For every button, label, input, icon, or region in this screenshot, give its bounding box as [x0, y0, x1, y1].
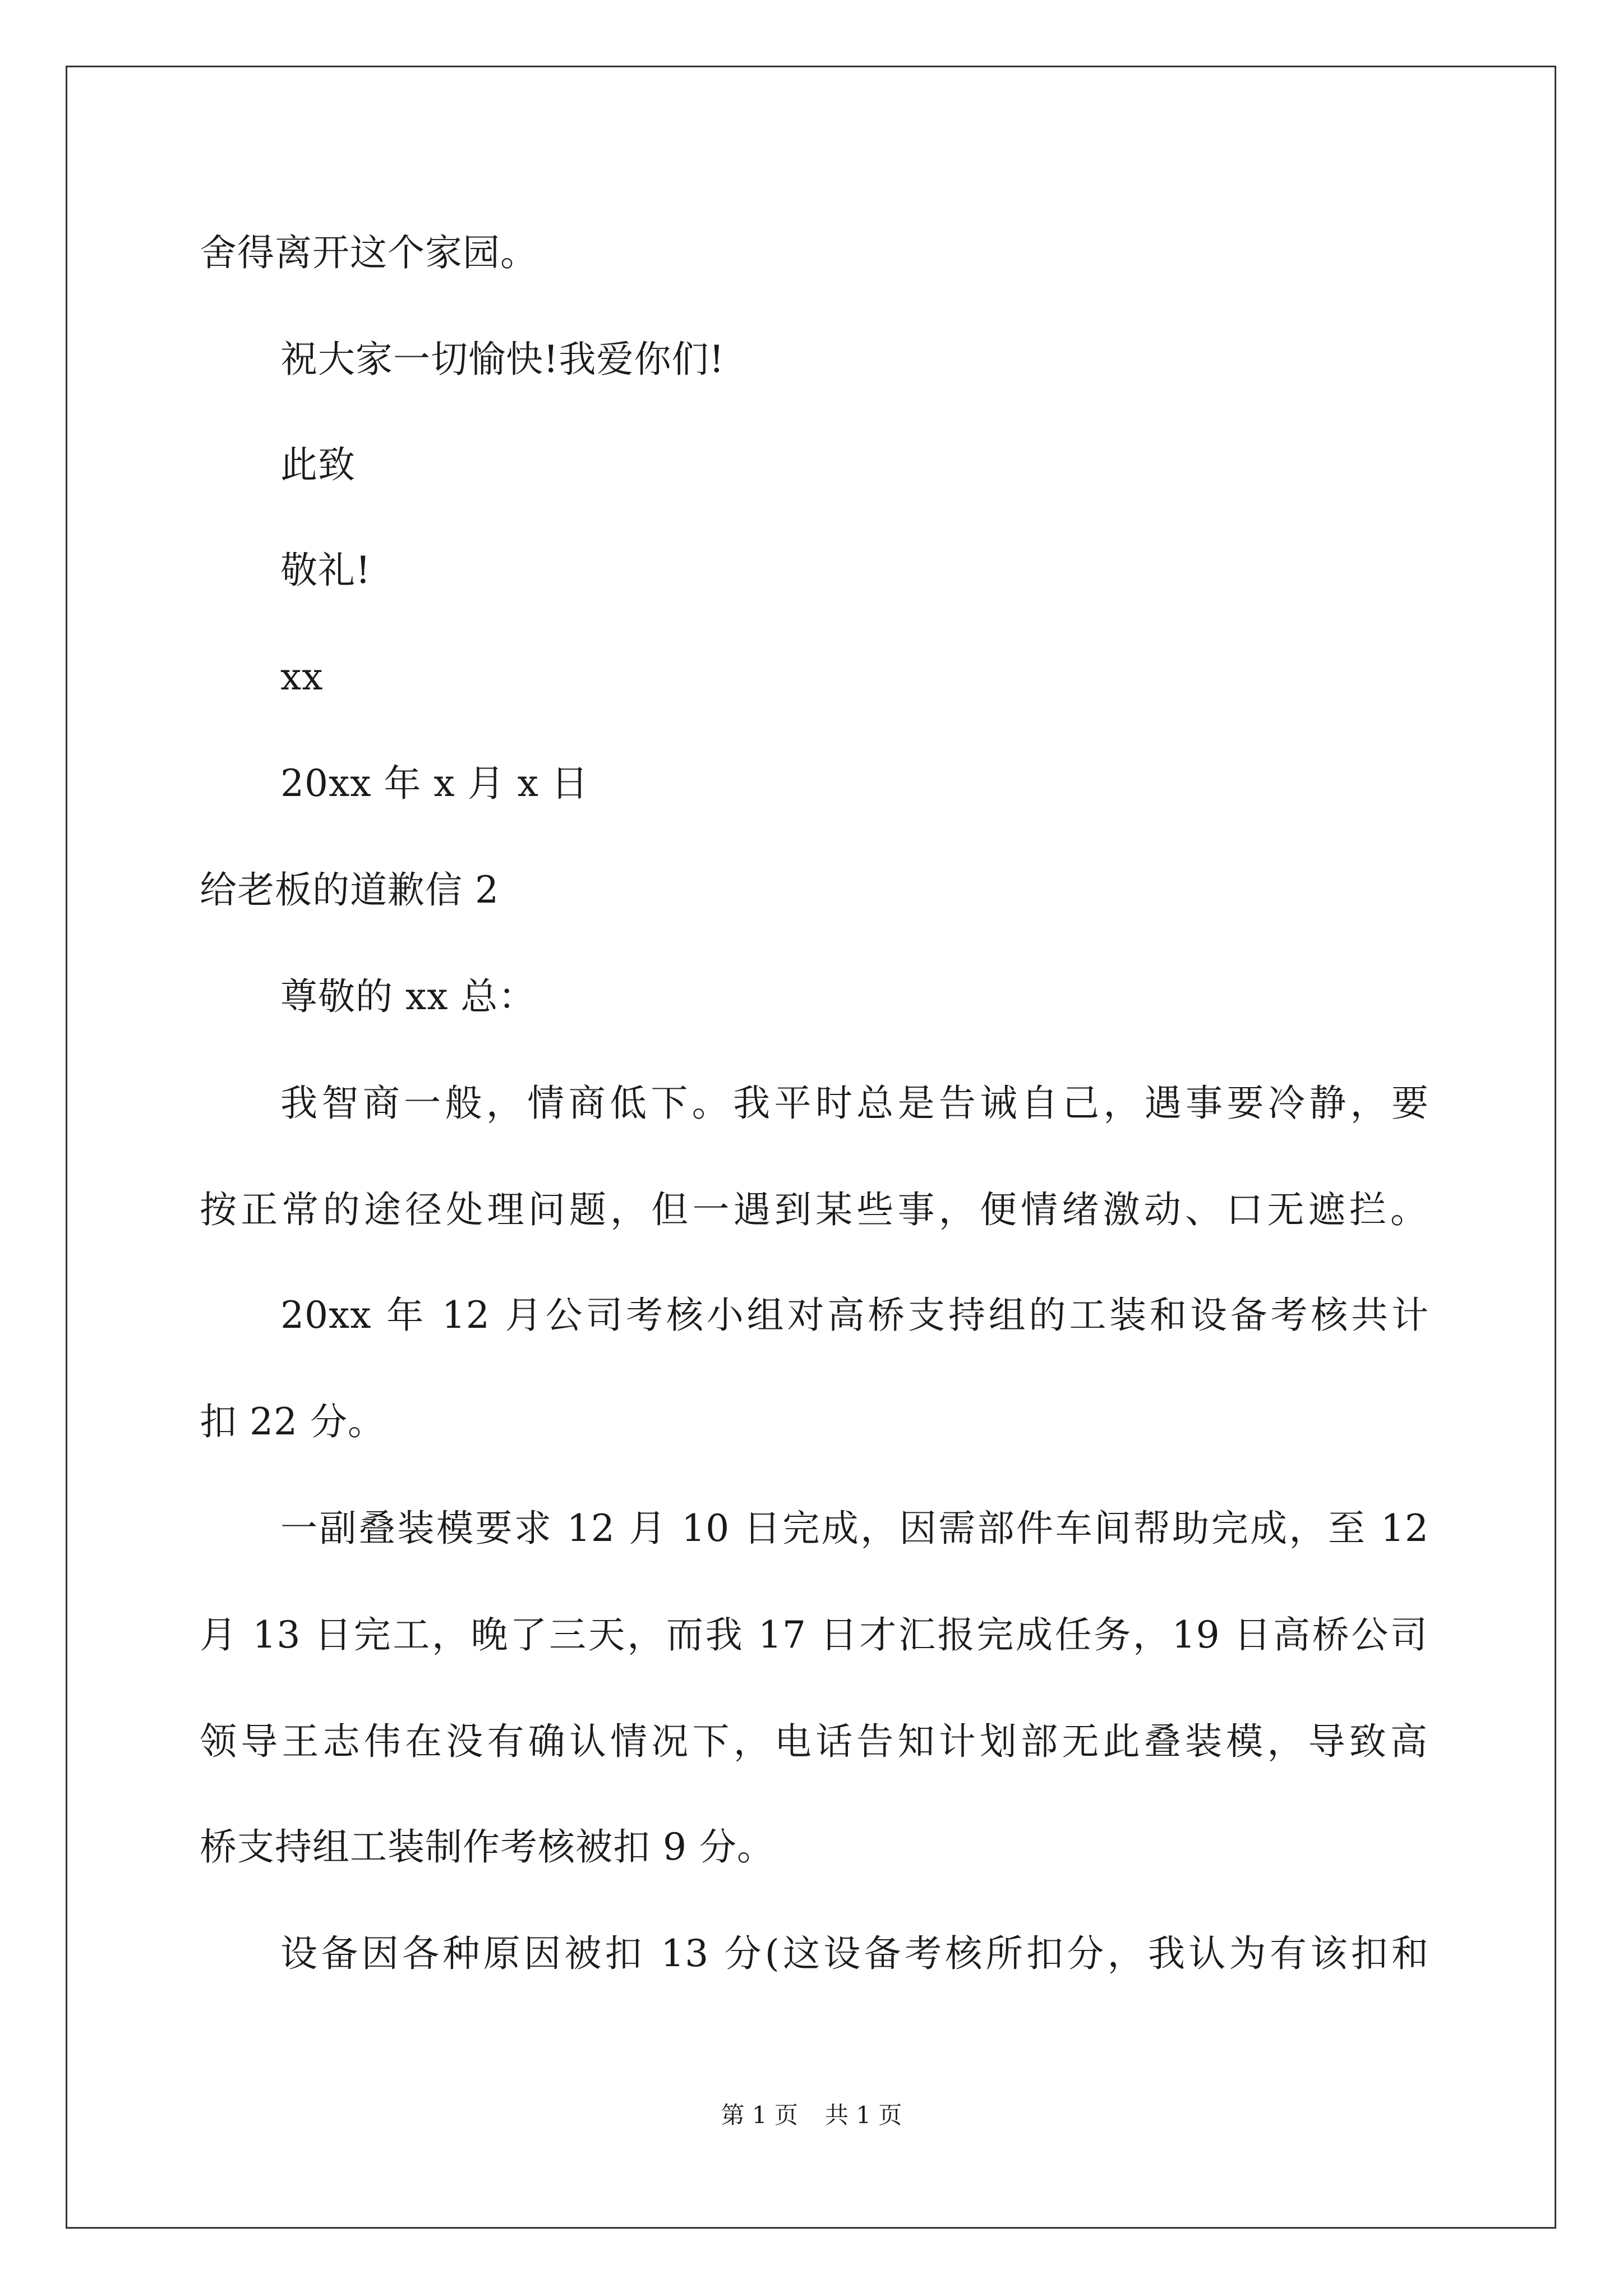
body-line: 桥支持组工装制作考核被扣 9 分。: [200, 1825, 774, 1869]
signature-date: 20xx 年 x 月 x 日: [280, 762, 589, 805]
body-line: 按正常的途径处理问题，但一遇到某些事，便情绪激动、口无遮拦。: [200, 1188, 1428, 1231]
greeting: 尊敬的 xx 总：: [280, 975, 536, 1018]
body-line: 舍得离开这个家园。: [200, 231, 538, 274]
signature-name: xx: [280, 655, 324, 698]
closing-salutation: 敬礼!: [280, 549, 371, 592]
section-title: 给老板的道歉信 2: [200, 868, 499, 912]
body-line: 月 13 日完工，晚了三天，而我 17 日才汇报完成任务，19 日高桥公司: [200, 1613, 1428, 1657]
body-line: 设备因各种原因被扣 13 分(这设备考核所扣分，我认为有该扣和: [280, 1932, 1429, 1975]
body-line: 我智商一般，情商低下。我平时总是告诫自己，遇事要冷静，要: [280, 1082, 1429, 1125]
body-line: 扣 22 分。: [200, 1400, 385, 1443]
page-number: 第 1 页: [721, 2101, 798, 2129]
closing-salutation: 此致: [280, 443, 356, 486]
body-line: 领导王志伟在没有确认情况下，电话告知计划部无此叠装模，导致高: [200, 1720, 1428, 1763]
body-line: 20xx 年 12 月公司考核小组对高桥支持组的工装和设备考核共计: [280, 1294, 1429, 1337]
page-total: 共 1 页: [825, 2101, 902, 2129]
page-border: [66, 66, 1556, 2229]
body-line: 一副叠装模要求 12 月 10 日完成，因需部件车间帮助完成，至 12: [280, 1507, 1429, 1550]
body-line: 祝大家一切愉快!我爱你们!: [280, 338, 725, 381]
page-footer: [0, 2101, 1623, 2129]
